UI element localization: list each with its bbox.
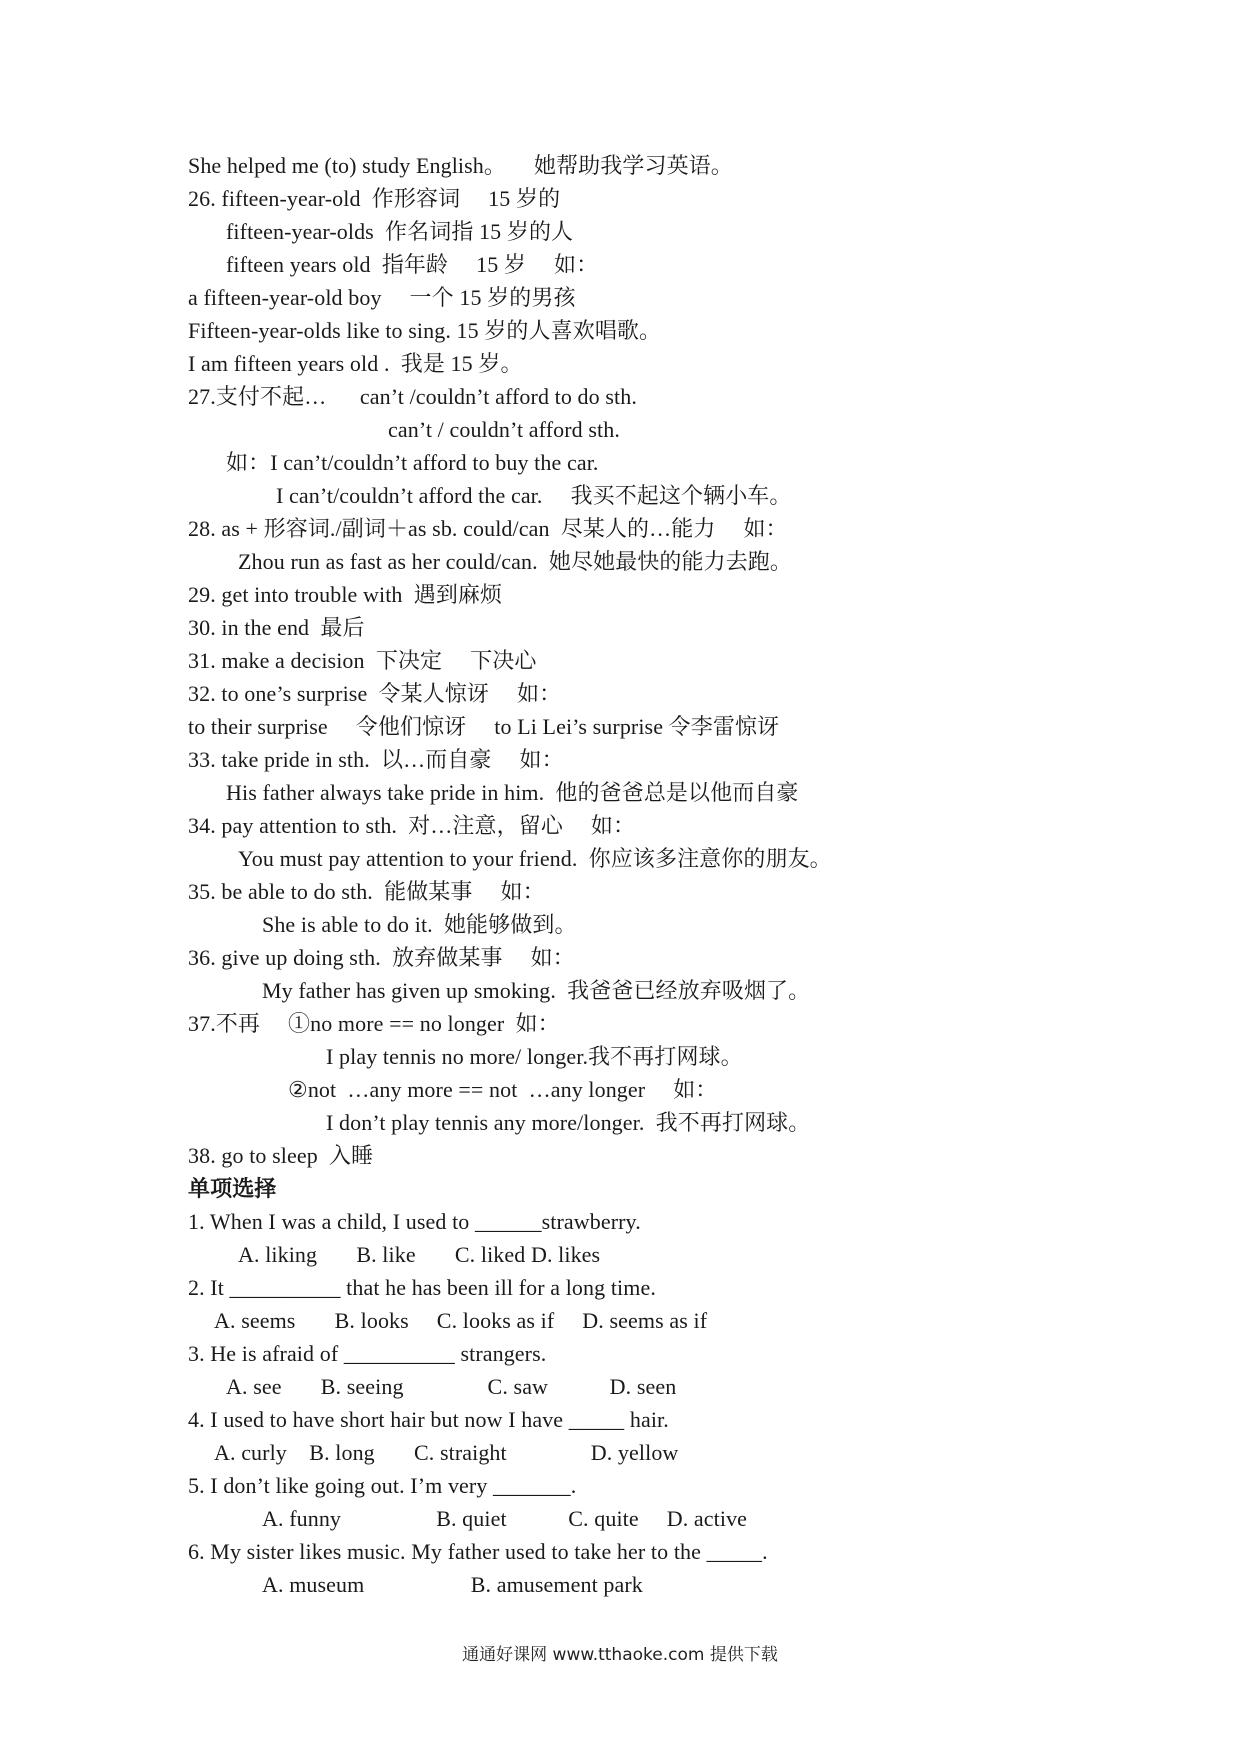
text-line: I can’t/couldn’t afford the car. 我买不起这个辆小车。 bbox=[276, 483, 792, 508]
text-line: 27.支付不起… can’t /couldn’t afford to do sth. bbox=[188, 384, 637, 409]
question-line: 5. I don’t like going out. I’m very _______. bbox=[188, 1473, 577, 1498]
options-line: A. liking B. like C. liked D. likes bbox=[238, 1242, 601, 1267]
text-line: 26. fifteen-year-old 作形容词 15 岁的 bbox=[188, 186, 561, 211]
text-line: Zhou run as fast as her could/can. 她尽她最快的能力去跑。 bbox=[238, 549, 792, 574]
question-line: 3. He is afraid of __________ strangers. bbox=[188, 1341, 547, 1366]
text-line: fifteen years old 指年龄 15 岁 如： bbox=[226, 252, 599, 277]
text-line: 如：I can’t/couldn’t afford to buy the car. bbox=[226, 450, 599, 475]
text-line: a fifteen-year-old boy 一个 15 岁的男孩 bbox=[188, 285, 576, 310]
text-line: You must pay attention to your friend. 你应该多注意你的朋友。 bbox=[238, 846, 832, 871]
text-line: I am fifteen years old . 我是 15 岁。 bbox=[188, 351, 523, 376]
question-line: 2. It __________ that he has been ill for a long time. bbox=[188, 1275, 656, 1300]
text-line: 33. take pride in sth. 以…而自豪 如： bbox=[188, 747, 564, 772]
text-line: She is able to do it. 她能够做到。 bbox=[262, 912, 577, 937]
options-line: A. see B. seeing C. saw D. seen bbox=[226, 1374, 677, 1399]
text-line: fifteen-year-olds 作名词指 15 岁的人 bbox=[226, 219, 574, 244]
options-line: A. funny B. quiet C. quite D. active bbox=[262, 1506, 748, 1531]
options-line: A. curly B. long C. straight D. yellow bbox=[214, 1440, 679, 1465]
text-line: My father has given up smoking. 我爸爸已经放弃吸烟了。 bbox=[262, 978, 811, 1003]
text-line: can’t / couldn’t afford sth. bbox=[388, 417, 620, 442]
options-line: A. seems B. looks C. looks as if D. seems as if bbox=[214, 1308, 708, 1333]
question-line: 1. When I was a child, I used to ______strawberry. bbox=[188, 1209, 641, 1234]
question-line: 6. My sister likes music. My father used to take her to the _____. bbox=[188, 1539, 768, 1564]
text-line: His father always take pride in him. 他的爸爸总是以他而自豪 bbox=[226, 780, 799, 805]
question-line: 4. I used to have short hair but now I have _____ hair. bbox=[188, 1407, 669, 1432]
page-footer: 通通好课网 www.tthaoke.com 提供下载 bbox=[462, 1645, 778, 1665]
text-line: 30. in the end 最后 bbox=[188, 615, 365, 640]
text-line: 36. give up doing sth. 放弃做某事 如： bbox=[188, 945, 575, 970]
text-line: 34. pay attention to sth. 对…注意，留心 如： bbox=[188, 813, 636, 838]
section-heading: 单项选择 bbox=[188, 1176, 277, 1201]
options-line: A. museum B. amusement park bbox=[262, 1572, 643, 1597]
text-line: She helped me (to) study English。 她帮助我学习英语。 bbox=[188, 153, 733, 178]
text-line: 38. go to sleep 入睡 bbox=[188, 1143, 374, 1168]
text-line: I play tennis no more/ longer.我不再打网球。 bbox=[326, 1044, 743, 1069]
text-line: 29. get into trouble with 遇到麻烦 bbox=[188, 582, 503, 607]
text-line: 31. make a decision 下决定 下决心 bbox=[188, 648, 537, 673]
text-line: 37.不再 ①no more == no longer 如： bbox=[188, 1011, 560, 1036]
text-line: ②not …any more == not …any longer 如： bbox=[288, 1077, 718, 1102]
text-line: 28. as + 形容词./副词＋as sb. could/can 尽某人的…能力 如： bbox=[188, 516, 788, 541]
text-line: Fifteen-year-olds like to sing. 15 岁的人喜欢唱歌。 bbox=[188, 318, 662, 343]
text-line: I don’t play tennis any more/longer. 我不再打网球。 bbox=[326, 1110, 811, 1135]
text-line: to their surprise 令他们惊讶 to Li Lei’s surprise 令李雷惊讶 bbox=[188, 714, 780, 739]
text-line: 32. to one’s surprise 令某人惊讶 如： bbox=[188, 681, 562, 706]
text-line: 35. be able to do sth. 能做某事 如： bbox=[188, 879, 545, 904]
